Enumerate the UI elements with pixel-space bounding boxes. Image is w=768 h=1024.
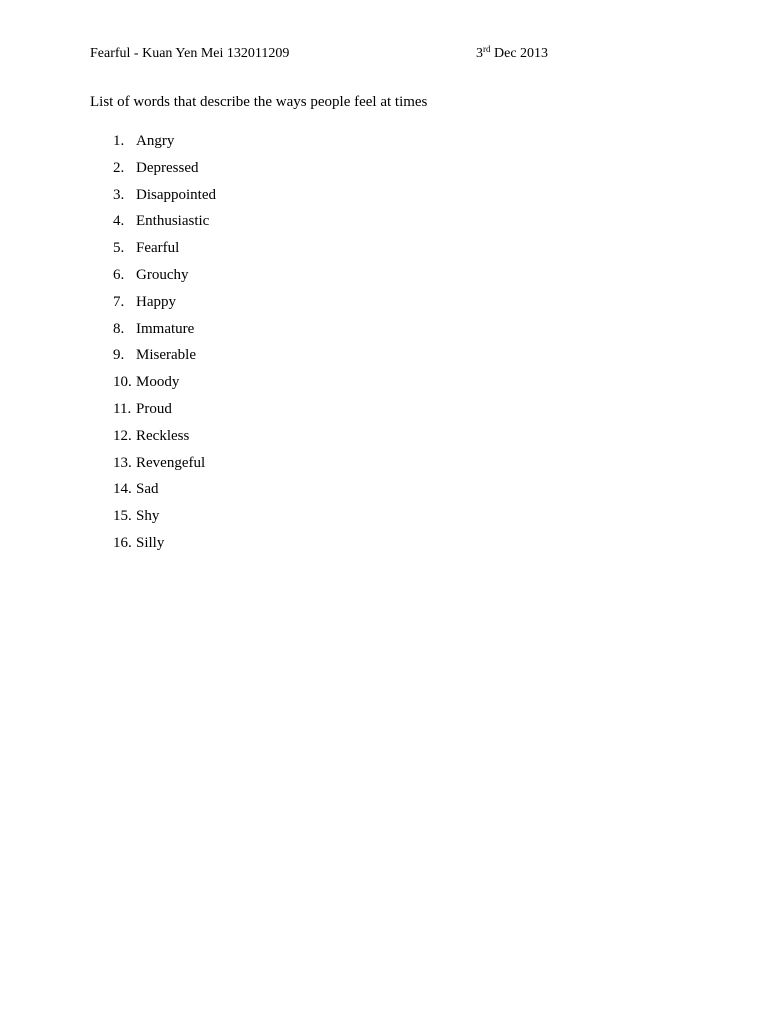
list-word: Fearful: [136, 240, 180, 257]
list-number: 15.: [113, 508, 132, 525]
list-item: [113, 289, 216, 316]
list-item: [113, 369, 216, 396]
list-word: Grouchy: [136, 266, 189, 283]
list-item: [113, 396, 216, 423]
list-word: Disappointed: [136, 186, 216, 203]
list-word: Moody: [136, 374, 180, 391]
list-number: 2.: [113, 159, 125, 176]
list-item: [113, 208, 216, 235]
list-word: Angry: [136, 133, 175, 149]
list-word: Miserable: [136, 347, 196, 364]
list-word: Reckless: [136, 427, 190, 444]
date-day: 3: [476, 46, 483, 61]
header-title: Fearful - Kuan Yen Mei 132011209: [90, 46, 290, 61]
list-word: Silly: [136, 534, 165, 551]
list-item: [113, 182, 216, 209]
list-word: Depressed: [136, 159, 199, 176]
date-rest: Dec 2013: [490, 46, 549, 61]
list-item: [113, 423, 216, 450]
list-item: [113, 530, 216, 557]
list-number: 12.: [113, 427, 132, 444]
intro-text: List of words that describe the ways people feel at times: [90, 94, 428, 110]
list-word: Revengeful: [136, 454, 206, 471]
list-word: Sad: [136, 481, 159, 498]
date-suffix: rd: [483, 44, 491, 54]
list-item: [113, 155, 216, 182]
word-list: [113, 128, 216, 557]
list-number: 3.: [113, 186, 125, 203]
header-date: [476, 46, 548, 62]
list-number: 14.: [113, 481, 132, 498]
list-item: [113, 316, 216, 343]
list-number: 11.: [113, 400, 132, 417]
list-number: 1.: [113, 133, 125, 149]
list-number: 7.: [113, 293, 125, 310]
list-item: [113, 450, 216, 477]
list-number: 4.: [113, 213, 125, 230]
list-word: Immature: [136, 320, 195, 337]
list-item: [113, 503, 216, 530]
list-word: Happy: [136, 293, 176, 310]
list-word: Proud: [136, 400, 172, 417]
list-number: 9.: [113, 347, 125, 364]
list-item: [113, 342, 216, 369]
list-word: Enthusiastic: [136, 213, 210, 230]
list-item: [113, 235, 216, 262]
list-number: 6.: [113, 266, 125, 283]
list-item: [113, 128, 216, 155]
list-number: 10.: [113, 374, 132, 391]
list-number: 5.: [113, 240, 125, 257]
list-item: [113, 262, 216, 289]
list-number: 13.: [113, 454, 132, 471]
list-word: Shy: [136, 508, 160, 525]
list-item: [113, 476, 216, 503]
list-number: 8.: [113, 320, 125, 337]
list-number: 16.: [113, 534, 132, 551]
